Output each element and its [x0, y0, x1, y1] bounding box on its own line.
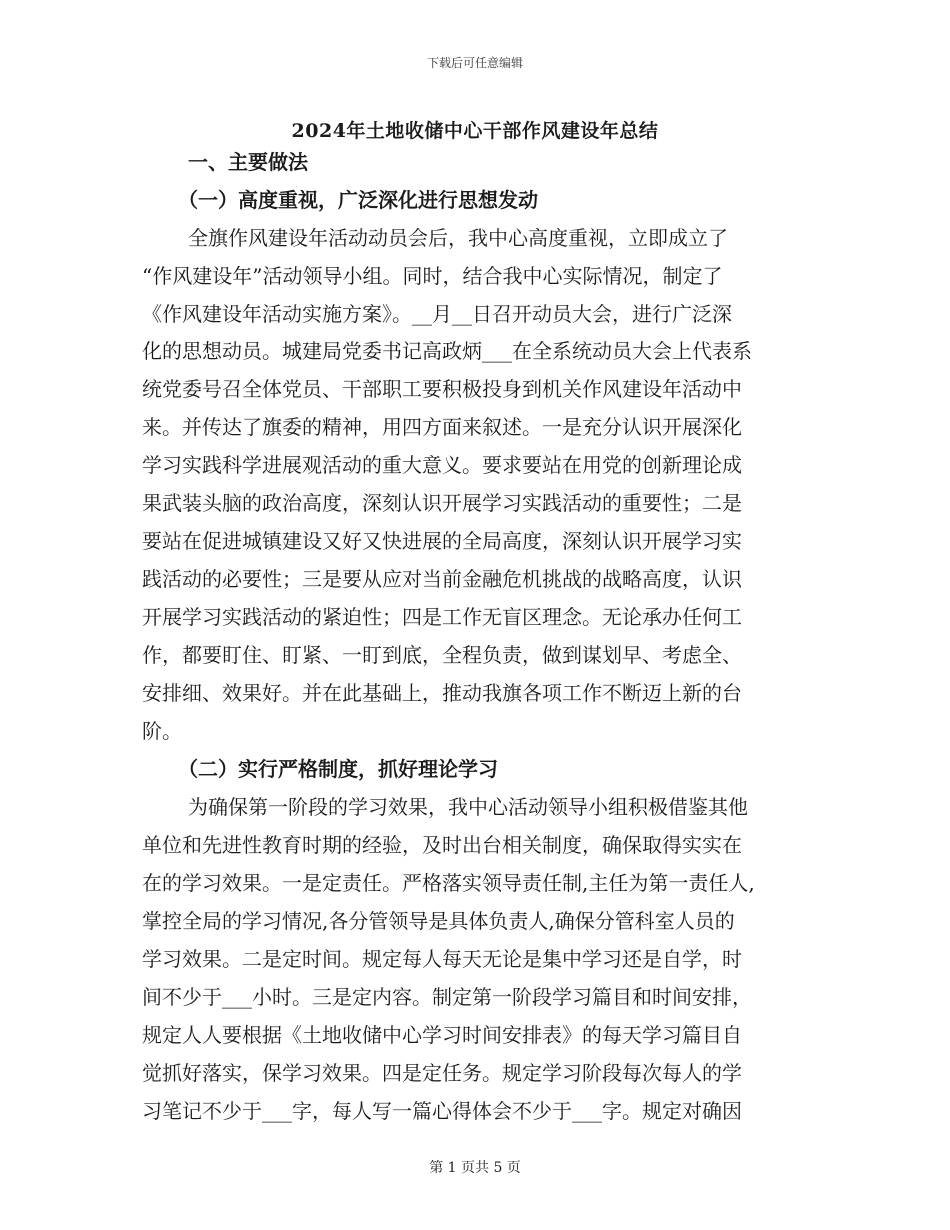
document-title: 2024年土地收储中心干部作风建设年总结 — [291, 120, 659, 142]
paragraph-line: 统党委号召全体党员、干部职工要积极投身到机关作风建设年活动中 — [142, 377, 742, 401]
page-number: 第 1 页共 5 页 — [429, 1160, 521, 1176]
paragraph-line: 单位和先进性教育时期的经验，及时出台相关制度，确保取得实实在 — [142, 833, 742, 857]
paragraph-line: 间不少于___小时。三是定内容。制定第一阶段学习篇目和时间安排， — [142, 985, 752, 1009]
paragraph-line: 《作风建设年活动实施方案》。__月__日召开动员大会，进行广泛深 — [142, 302, 732, 326]
paragraph-line: “作风建设年”活动领导小组。同时，结合我中心实际情况，制定了 — [142, 264, 723, 288]
paragraph-line: 安排细、效果好。并在此基础上，推动我旗各项工作不断迈上新的台 — [142, 681, 742, 705]
paragraph-line: 为确保第一阶段的学习效果，我中心活动领导小组积极借鉴其他 — [188, 795, 748, 819]
paragraph-line: 觉抓好落实，保学习效果。四是定任务。规定学习阶段每次每人的学 — [142, 1061, 742, 1085]
paragraph-line: 学习实践科学进展观活动的重大意义。要求要站在用党的创新理论成 — [142, 453, 742, 477]
paragraph-line: 规定人人要根据《土地收储中心学习时间安排表》的每天学习篇目自 — [142, 1023, 742, 1047]
paragraph-line: 践活动的必要性；三是要从应对当前金融危机挑战的战略高度，认识 — [142, 567, 742, 591]
subsection-heading-2: （二）实行严格制度，抓好理论学习 — [178, 757, 498, 781]
paragraph-line: 习笔记不少于___字，每人写一篇心得体会不少于___字。规定对确因 — [142, 1099, 742, 1123]
paragraph-line: 来。并传达了旗委的精神，用四方面来叙述。一是充分认识开展深化 — [142, 415, 742, 439]
paragraph-line: 要站在促进城镇建设又好又快进展的全局高度，深刻认识开展学习实 — [142, 529, 742, 553]
paragraph-line: 开展学习实践活动的紧迫性；四是工作无盲区理念。无论承办任何工 — [142, 605, 742, 629]
paragraph-line: 化的思想动员。城建局党委书记高政炳___在全系统动员大会上代表系 — [142, 339, 752, 363]
section-heading: 一、主要做法 — [188, 150, 308, 174]
paragraph-line: 在的学习效果。一是定责任。严格落实领导责任制,主任为第一责任人, — [142, 871, 755, 895]
page-header-note: 下载后可任意编辑 — [426, 56, 523, 70]
paragraph-line: 作，都要盯住、盯紧、一盯到底，全程负责，做到谋划早、考虑全、 — [142, 643, 742, 667]
paragraph-line: 果武装头脑的政治高度，深刻认识开展学习实践活动的重要性；二是 — [142, 491, 742, 515]
paragraph-line: 阶。 — [142, 719, 182, 743]
paragraph-line: 掌控全局的学习情况,各分管领导是具体负责人,确保分管科室人员的 — [142, 909, 735, 933]
subsection-heading-1: （一）高度重视，广泛深化进行思想发动 — [178, 188, 538, 212]
paragraph-line: 全旗作风建设年活动动员会后，我中心高度重视，立即成立了 — [188, 226, 728, 250]
paragraph-line: 学习效果。二是定时间。规定每人每天无论是集中学习还是自学，时 — [142, 947, 742, 971]
